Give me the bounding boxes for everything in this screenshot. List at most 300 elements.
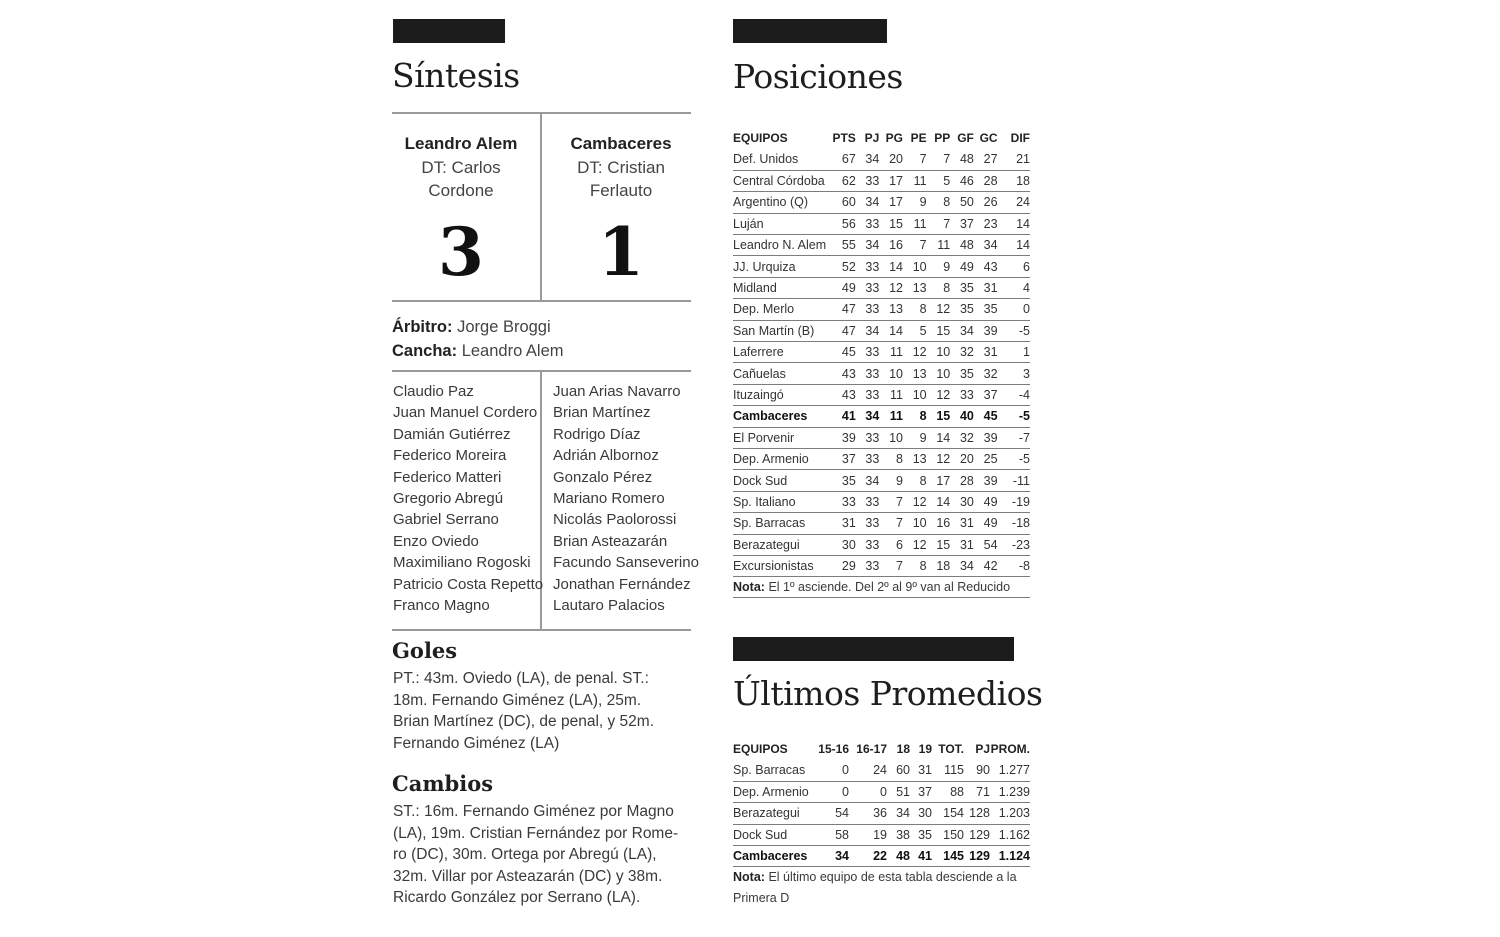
- player-name: Claudio Paz: [393, 383, 474, 400]
- stat-cell: 27: [974, 149, 998, 170]
- stat-cell: -5: [998, 448, 1030, 469]
- stat-cell: -5: [998, 406, 1030, 427]
- player-name: Juan Arias Navarro: [553, 383, 681, 400]
- stat-cell: 0: [811, 781, 849, 802]
- stat-cell: 145: [932, 846, 964, 867]
- stat-cell: 32: [950, 342, 974, 363]
- stat-cell: 31: [974, 342, 998, 363]
- table-row: [733, 781, 1030, 802]
- team-cell: Cambaceres: [733, 846, 811, 867]
- stat-cell: 33: [856, 213, 880, 234]
- stat-cell: 34: [856, 149, 880, 170]
- stat-cell: 31: [950, 534, 974, 555]
- column-header: 15-16: [818, 742, 849, 756]
- divider: [540, 113, 542, 301]
- team-cell: Luján: [733, 213, 826, 234]
- averages-note: [733, 867, 1017, 909]
- stat-cell: 33: [856, 299, 880, 320]
- player-name: Federico Moreira: [393, 447, 507, 465]
- stat-cell: 13: [903, 277, 927, 298]
- table-row: [733, 491, 1030, 512]
- divider: [392, 300, 691, 302]
- stat-cell: 34: [856, 235, 880, 256]
- player-name: Mariano Romero: [553, 490, 665, 508]
- stat-cell: 35: [910, 824, 932, 845]
- stat-cell: 48: [950, 235, 974, 256]
- home-team: [386, 132, 536, 202]
- team-cell: Dock Sud: [733, 824, 811, 845]
- stat-cell: 3: [998, 363, 1030, 384]
- stat-cell: 115: [932, 760, 964, 781]
- column-header: GC: [979, 131, 998, 145]
- stat-cell: 9: [903, 427, 927, 448]
- stat-cell: 23: [974, 213, 998, 234]
- stat-cell: 33: [856, 342, 880, 363]
- column-header: 18: [896, 742, 910, 756]
- away-lineup: [553, 381, 699, 616]
- table-row: [733, 320, 1030, 341]
- column-header: TOT.: [938, 742, 964, 756]
- stat-cell: 17: [879, 192, 903, 213]
- posiciones-header-bar: [733, 19, 887, 43]
- note-label: Nota:: [733, 870, 765, 884]
- stat-cell: 48: [887, 846, 910, 867]
- stat-cell: 41: [826, 406, 856, 427]
- stat-cell: 31: [826, 513, 856, 534]
- stat-cell: 10: [903, 384, 927, 405]
- away-team-name: Cambaceres: [570, 134, 672, 153]
- player-name: Brian Asteazarán: [553, 532, 668, 550]
- stat-cell: 15: [927, 534, 951, 555]
- stat-cell: -7: [998, 427, 1030, 448]
- stat-cell: 8: [903, 299, 927, 320]
- stadium-line: [392, 339, 564, 363]
- table-row: [733, 846, 1030, 867]
- player-name: Damián Gutiérrez: [393, 425, 511, 443]
- stat-cell: 13: [903, 448, 927, 469]
- stat-cell: 43: [826, 384, 856, 405]
- stat-cell: 36: [849, 803, 887, 824]
- stat-cell: 28: [974, 170, 998, 191]
- stat-cell: 11: [879, 342, 903, 363]
- team-cell: Sp. Barracas: [733, 760, 811, 781]
- sintesis-header-bar: [393, 19, 505, 43]
- stat-cell: 10: [927, 363, 951, 384]
- stat-cell: 46: [950, 170, 974, 191]
- stat-cell: 51: [887, 781, 910, 802]
- stat-cell: 16: [927, 513, 951, 534]
- stat-cell: 43: [826, 363, 856, 384]
- stat-cell: -11: [998, 470, 1030, 491]
- stat-cell: 55: [826, 235, 856, 256]
- table-row: [733, 555, 1030, 576]
- stat-cell: 67: [826, 149, 856, 170]
- stat-cell: 0: [849, 781, 887, 802]
- stat-cell: 9: [903, 192, 927, 213]
- stat-cell: 33: [856, 448, 880, 469]
- stat-cell: 33: [856, 170, 880, 191]
- stat-cell: 12: [927, 384, 951, 405]
- stat-cell: 35: [974, 299, 998, 320]
- away-team: [546, 132, 696, 202]
- table-row: [733, 213, 1030, 234]
- stat-cell: 58: [811, 824, 849, 845]
- stat-cell: 6: [998, 256, 1030, 277]
- team-cell: El Porvenir: [733, 427, 826, 448]
- promedios-title: Últimos Promedios: [733, 674, 1043, 713]
- stat-cell: -8: [998, 555, 1030, 576]
- table-row: [733, 299, 1030, 320]
- stat-cell: 12: [903, 342, 927, 363]
- stat-cell: 43: [974, 256, 998, 277]
- stat-cell: 33: [856, 363, 880, 384]
- stat-cell: 8: [903, 555, 927, 576]
- stat-cell: 14: [998, 235, 1030, 256]
- stat-cell: 49: [950, 256, 974, 277]
- column-header: 16-17: [856, 742, 887, 756]
- stat-cell: 33: [856, 491, 880, 512]
- table-row: [733, 277, 1030, 298]
- stat-cell: 24: [998, 192, 1030, 213]
- table-row: [733, 170, 1030, 191]
- divider: [392, 629, 691, 631]
- stat-cell: 29: [826, 555, 856, 576]
- stat-cell: 7: [903, 235, 927, 256]
- away-team-coach: DT: Cristian: [577, 158, 665, 177]
- goals-title: Goles: [392, 638, 458, 663]
- promedios-header-bar: [733, 637, 1014, 661]
- team-cell: Dep. Merlo: [733, 299, 826, 320]
- stat-cell: 33: [856, 277, 880, 298]
- table-row: [733, 534, 1030, 555]
- team-cell: Leandro N. Alem: [733, 235, 826, 256]
- stat-cell: 13: [903, 363, 927, 384]
- team-cell: Sp. Barracas: [733, 513, 826, 534]
- stat-cell: 8: [879, 448, 903, 469]
- team-cell: Berazategui: [733, 534, 826, 555]
- table-row: [733, 427, 1030, 448]
- stat-cell: 10: [927, 342, 951, 363]
- player-name: Facundo Sanseverino: [553, 554, 699, 572]
- team-cell: Sp. Italiano: [733, 491, 826, 512]
- stat-cell: 5: [927, 170, 951, 191]
- stat-cell: 1.239: [990, 781, 1030, 802]
- stat-cell: 1.124: [990, 846, 1030, 867]
- table-row: [733, 149, 1030, 170]
- column-header: PTS: [832, 131, 856, 145]
- stat-cell: 33: [950, 384, 974, 405]
- stat-cell: 90: [964, 760, 990, 781]
- column-header: PP: [934, 131, 951, 145]
- stat-cell: -19: [998, 491, 1030, 512]
- stat-cell: 7: [927, 213, 951, 234]
- stat-cell: 22: [849, 846, 887, 867]
- stadium-name: Leandro Alem: [461, 342, 564, 360]
- team-cell: Midland: [733, 277, 826, 298]
- player-name: Gabriel Serrano: [393, 511, 499, 529]
- stat-cell: 12: [927, 448, 951, 469]
- team-cell: Cambaceres: [733, 406, 826, 427]
- stat-cell: 34: [950, 555, 974, 576]
- column-header: 19: [918, 742, 932, 756]
- column-header: DIF: [1010, 131, 1030, 145]
- stat-cell: 41: [910, 846, 932, 867]
- stat-cell: 12: [903, 491, 927, 512]
- stat-cell: 8: [903, 470, 927, 491]
- stat-cell: 34: [856, 406, 880, 427]
- team-cell: Argentino (Q): [733, 192, 826, 213]
- table-row: [733, 470, 1030, 491]
- home-team-name: Leandro Alem: [404, 134, 518, 153]
- table-row: [733, 342, 1030, 363]
- stat-cell: 10: [903, 256, 927, 277]
- stat-cell: 14: [927, 491, 951, 512]
- stat-cell: 11: [903, 170, 927, 191]
- stat-cell: 14: [879, 256, 903, 277]
- referee-name: Jorge Broggi: [457, 318, 551, 336]
- player-name: Enzo Oviedo: [393, 532, 479, 550]
- stat-cell: 47: [826, 320, 856, 341]
- stat-cell: 32: [974, 363, 998, 384]
- stat-cell: 71: [964, 781, 990, 802]
- stat-cell: 4: [998, 277, 1030, 298]
- table-row: [733, 363, 1030, 384]
- stat-cell: 37: [826, 448, 856, 469]
- averages-table: [733, 738, 1030, 867]
- team-cell: Dock Sud: [733, 470, 826, 491]
- stat-cell: 15: [879, 213, 903, 234]
- stat-cell: -18: [998, 513, 1030, 534]
- stat-cell: 7: [879, 513, 903, 534]
- stat-cell: 31: [950, 513, 974, 534]
- player-name: Maximiliano Rogoski: [393, 554, 531, 572]
- stat-cell: 28: [950, 470, 974, 491]
- stat-cell: 7: [879, 555, 903, 576]
- stat-cell: 33: [856, 427, 880, 448]
- stat-cell: -23: [998, 534, 1030, 555]
- stat-cell: 6: [879, 534, 903, 555]
- referee-label: Árbitro:: [392, 318, 453, 336]
- stat-cell: 20: [950, 448, 974, 469]
- table-header-row: [733, 738, 1030, 760]
- team-cell: Berazategui: [733, 803, 811, 824]
- stat-cell: 49: [974, 491, 998, 512]
- text-line: Ricardo González por Serrano (LA).: [393, 889, 641, 906]
- team-cell: Def. Unidos: [733, 149, 826, 170]
- stat-cell: 19: [849, 824, 887, 845]
- column-header: GF: [957, 131, 974, 145]
- player-name: Federico Matteri: [393, 468, 502, 486]
- column-header: PG: [885, 131, 903, 145]
- stat-cell: 35: [950, 277, 974, 298]
- stat-cell: 14: [927, 427, 951, 448]
- stat-cell: -5: [998, 320, 1030, 341]
- substitutions-title: Cambios: [392, 771, 494, 796]
- stat-cell: 129: [964, 846, 990, 867]
- stat-cell: 14: [879, 320, 903, 341]
- stat-cell: 1.203: [990, 803, 1030, 824]
- stat-cell: 11: [879, 406, 903, 427]
- player-name: Jonathan Fernández: [553, 575, 691, 593]
- text-line: 32m. Villar por Asteazarán (DC) y 38m.: [393, 867, 663, 885]
- stat-cell: 14: [998, 213, 1030, 234]
- stat-cell: 0: [998, 299, 1030, 320]
- stat-cell: 25: [974, 448, 998, 469]
- stat-cell: 54: [811, 803, 849, 824]
- text-line: (LA), 19m. Cristian Fernández por Rome-: [393, 824, 679, 842]
- away-score: 1: [598, 213, 644, 291]
- text-line: 18m. Fernando Giménez (LA), 25m.: [393, 691, 642, 709]
- note-text: El 1º asciende. Del 2º al 9º van al Reducido: [768, 580, 1011, 594]
- stat-cell: 33: [826, 491, 856, 512]
- stat-cell: 62: [826, 170, 856, 191]
- table-row: [733, 760, 1030, 781]
- stat-cell: 9: [879, 470, 903, 491]
- stat-cell: 20: [879, 149, 903, 170]
- stat-cell: 88: [932, 781, 964, 802]
- stat-cell: 7: [927, 149, 951, 170]
- text-line: Brian Martínez (DC), de penal, y 52m.: [393, 713, 655, 730]
- divider: [733, 597, 1030, 598]
- stat-cell: 8: [903, 406, 927, 427]
- stat-cell: 17: [927, 470, 951, 491]
- table-row: [733, 235, 1030, 256]
- stat-cell: 18: [927, 555, 951, 576]
- stat-cell: 33: [856, 534, 880, 555]
- stat-cell: 10: [903, 513, 927, 534]
- team-cell: Central Córdoba: [733, 170, 826, 191]
- stat-cell: 16: [879, 235, 903, 256]
- stat-cell: 35: [950, 363, 974, 384]
- stat-cell: 7: [903, 149, 927, 170]
- stat-cell: 15: [927, 320, 951, 341]
- stat-cell: 38: [887, 824, 910, 845]
- stat-cell: 37: [910, 781, 932, 802]
- stat-cell: 34: [856, 470, 880, 491]
- column-header: EQUIPOS: [733, 742, 788, 756]
- stat-cell: 35: [950, 299, 974, 320]
- text-line: Fernando Giménez (LA): [393, 734, 560, 752]
- stat-cell: 30: [950, 491, 974, 512]
- stat-cell: 37: [950, 213, 974, 234]
- note-text: El último equipo de esta tabla desciende a la: [768, 870, 1017, 884]
- stat-cell: 33: [856, 256, 880, 277]
- player-name: Brian Martínez: [553, 404, 651, 422]
- goals-text: [393, 668, 693, 754]
- stat-cell: 47: [826, 299, 856, 320]
- stat-cell: 9: [927, 256, 951, 277]
- stat-cell: 30: [826, 534, 856, 555]
- player-name: Juan Manuel Cordero: [393, 404, 538, 422]
- stat-cell: 37: [974, 384, 998, 405]
- stat-cell: 34: [856, 320, 880, 341]
- table-row: [733, 448, 1030, 469]
- home-score: 3: [438, 213, 484, 291]
- stat-cell: 49: [974, 513, 998, 534]
- stat-cell: 39: [974, 470, 998, 491]
- stat-cell: 33: [856, 513, 880, 534]
- team-cell: Ituzaingó: [733, 384, 826, 405]
- table-row: [733, 192, 1030, 213]
- stat-cell: 5: [903, 320, 927, 341]
- table-header-row: [733, 127, 1030, 149]
- stat-cell: 42: [974, 555, 998, 576]
- stat-cell: 45: [826, 342, 856, 363]
- team-cell: Dep. Armenio: [733, 781, 811, 802]
- stat-cell: 12: [879, 277, 903, 298]
- stat-cell: 7: [879, 491, 903, 512]
- stadium-label: Cancha:: [392, 342, 458, 360]
- stat-cell: 54: [974, 534, 998, 555]
- substitutions-text: [393, 801, 693, 909]
- stat-cell: 33: [856, 384, 880, 405]
- stat-cell: 1.162: [990, 824, 1030, 845]
- table-row: [733, 384, 1030, 405]
- stat-cell: 34: [811, 846, 849, 867]
- home-lineup: [393, 381, 543, 616]
- note-label: Nota:: [733, 580, 765, 594]
- stat-cell: 45: [974, 406, 998, 427]
- stat-cell: 17: [879, 170, 903, 191]
- stat-cell: 33: [856, 555, 880, 576]
- column-header: PROM.: [990, 742, 1030, 756]
- table-row: [733, 824, 1030, 845]
- stat-cell: 154: [932, 803, 964, 824]
- player-name: Gregorio Abregú: [393, 490, 504, 508]
- stat-cell: -4: [998, 384, 1030, 405]
- away-team-coach: Ferlauto: [589, 181, 653, 200]
- team-cell: San Martín (B): [733, 320, 826, 341]
- stat-cell: 32: [950, 427, 974, 448]
- standings-table: [733, 127, 1030, 577]
- table-row: [733, 803, 1030, 824]
- column-header: PJ: [975, 742, 990, 756]
- referee-line: [392, 315, 551, 339]
- stat-cell: 21: [998, 149, 1030, 170]
- player-name: Patricio Costa Repetto: [393, 575, 544, 593]
- stat-cell: 39: [974, 427, 998, 448]
- stat-cell: 60: [887, 760, 910, 781]
- stat-cell: 39: [826, 427, 856, 448]
- text-line: ST.: 16m. Fernando Giménez por Magno: [393, 803, 674, 820]
- stat-cell: 11: [879, 384, 903, 405]
- stat-cell: 49: [826, 277, 856, 298]
- stat-cell: 48: [950, 149, 974, 170]
- stat-cell: 11: [903, 213, 927, 234]
- player-name: Nicolás Paolorossi: [553, 511, 677, 529]
- sintesis-title: Síntesis: [392, 56, 520, 95]
- text-line: PT.: 43m. Oviedo (LA), de penal. ST.:: [393, 670, 649, 687]
- home-team-coach: DT: Carlos: [421, 158, 501, 177]
- posiciones-title: Posiciones: [733, 57, 903, 96]
- stat-cell: 11: [927, 235, 951, 256]
- stat-cell: 50: [950, 192, 974, 213]
- stat-cell: 1.277: [990, 760, 1030, 781]
- player-name: Rodrigo Díaz: [553, 425, 641, 443]
- stat-cell: 24: [849, 760, 887, 781]
- stat-cell: 31: [974, 277, 998, 298]
- standings-note: [733, 577, 1010, 598]
- stat-cell: 40: [950, 406, 974, 427]
- column-header: PJ: [864, 131, 880, 145]
- stat-cell: 18: [998, 170, 1030, 191]
- stat-cell: 35: [826, 470, 856, 491]
- stat-cell: 10: [879, 363, 903, 384]
- home-team-coach: Cordone: [428, 181, 494, 200]
- stat-cell: 12: [903, 534, 927, 555]
- stat-cell: 15: [927, 406, 951, 427]
- stat-cell: 0: [811, 760, 849, 781]
